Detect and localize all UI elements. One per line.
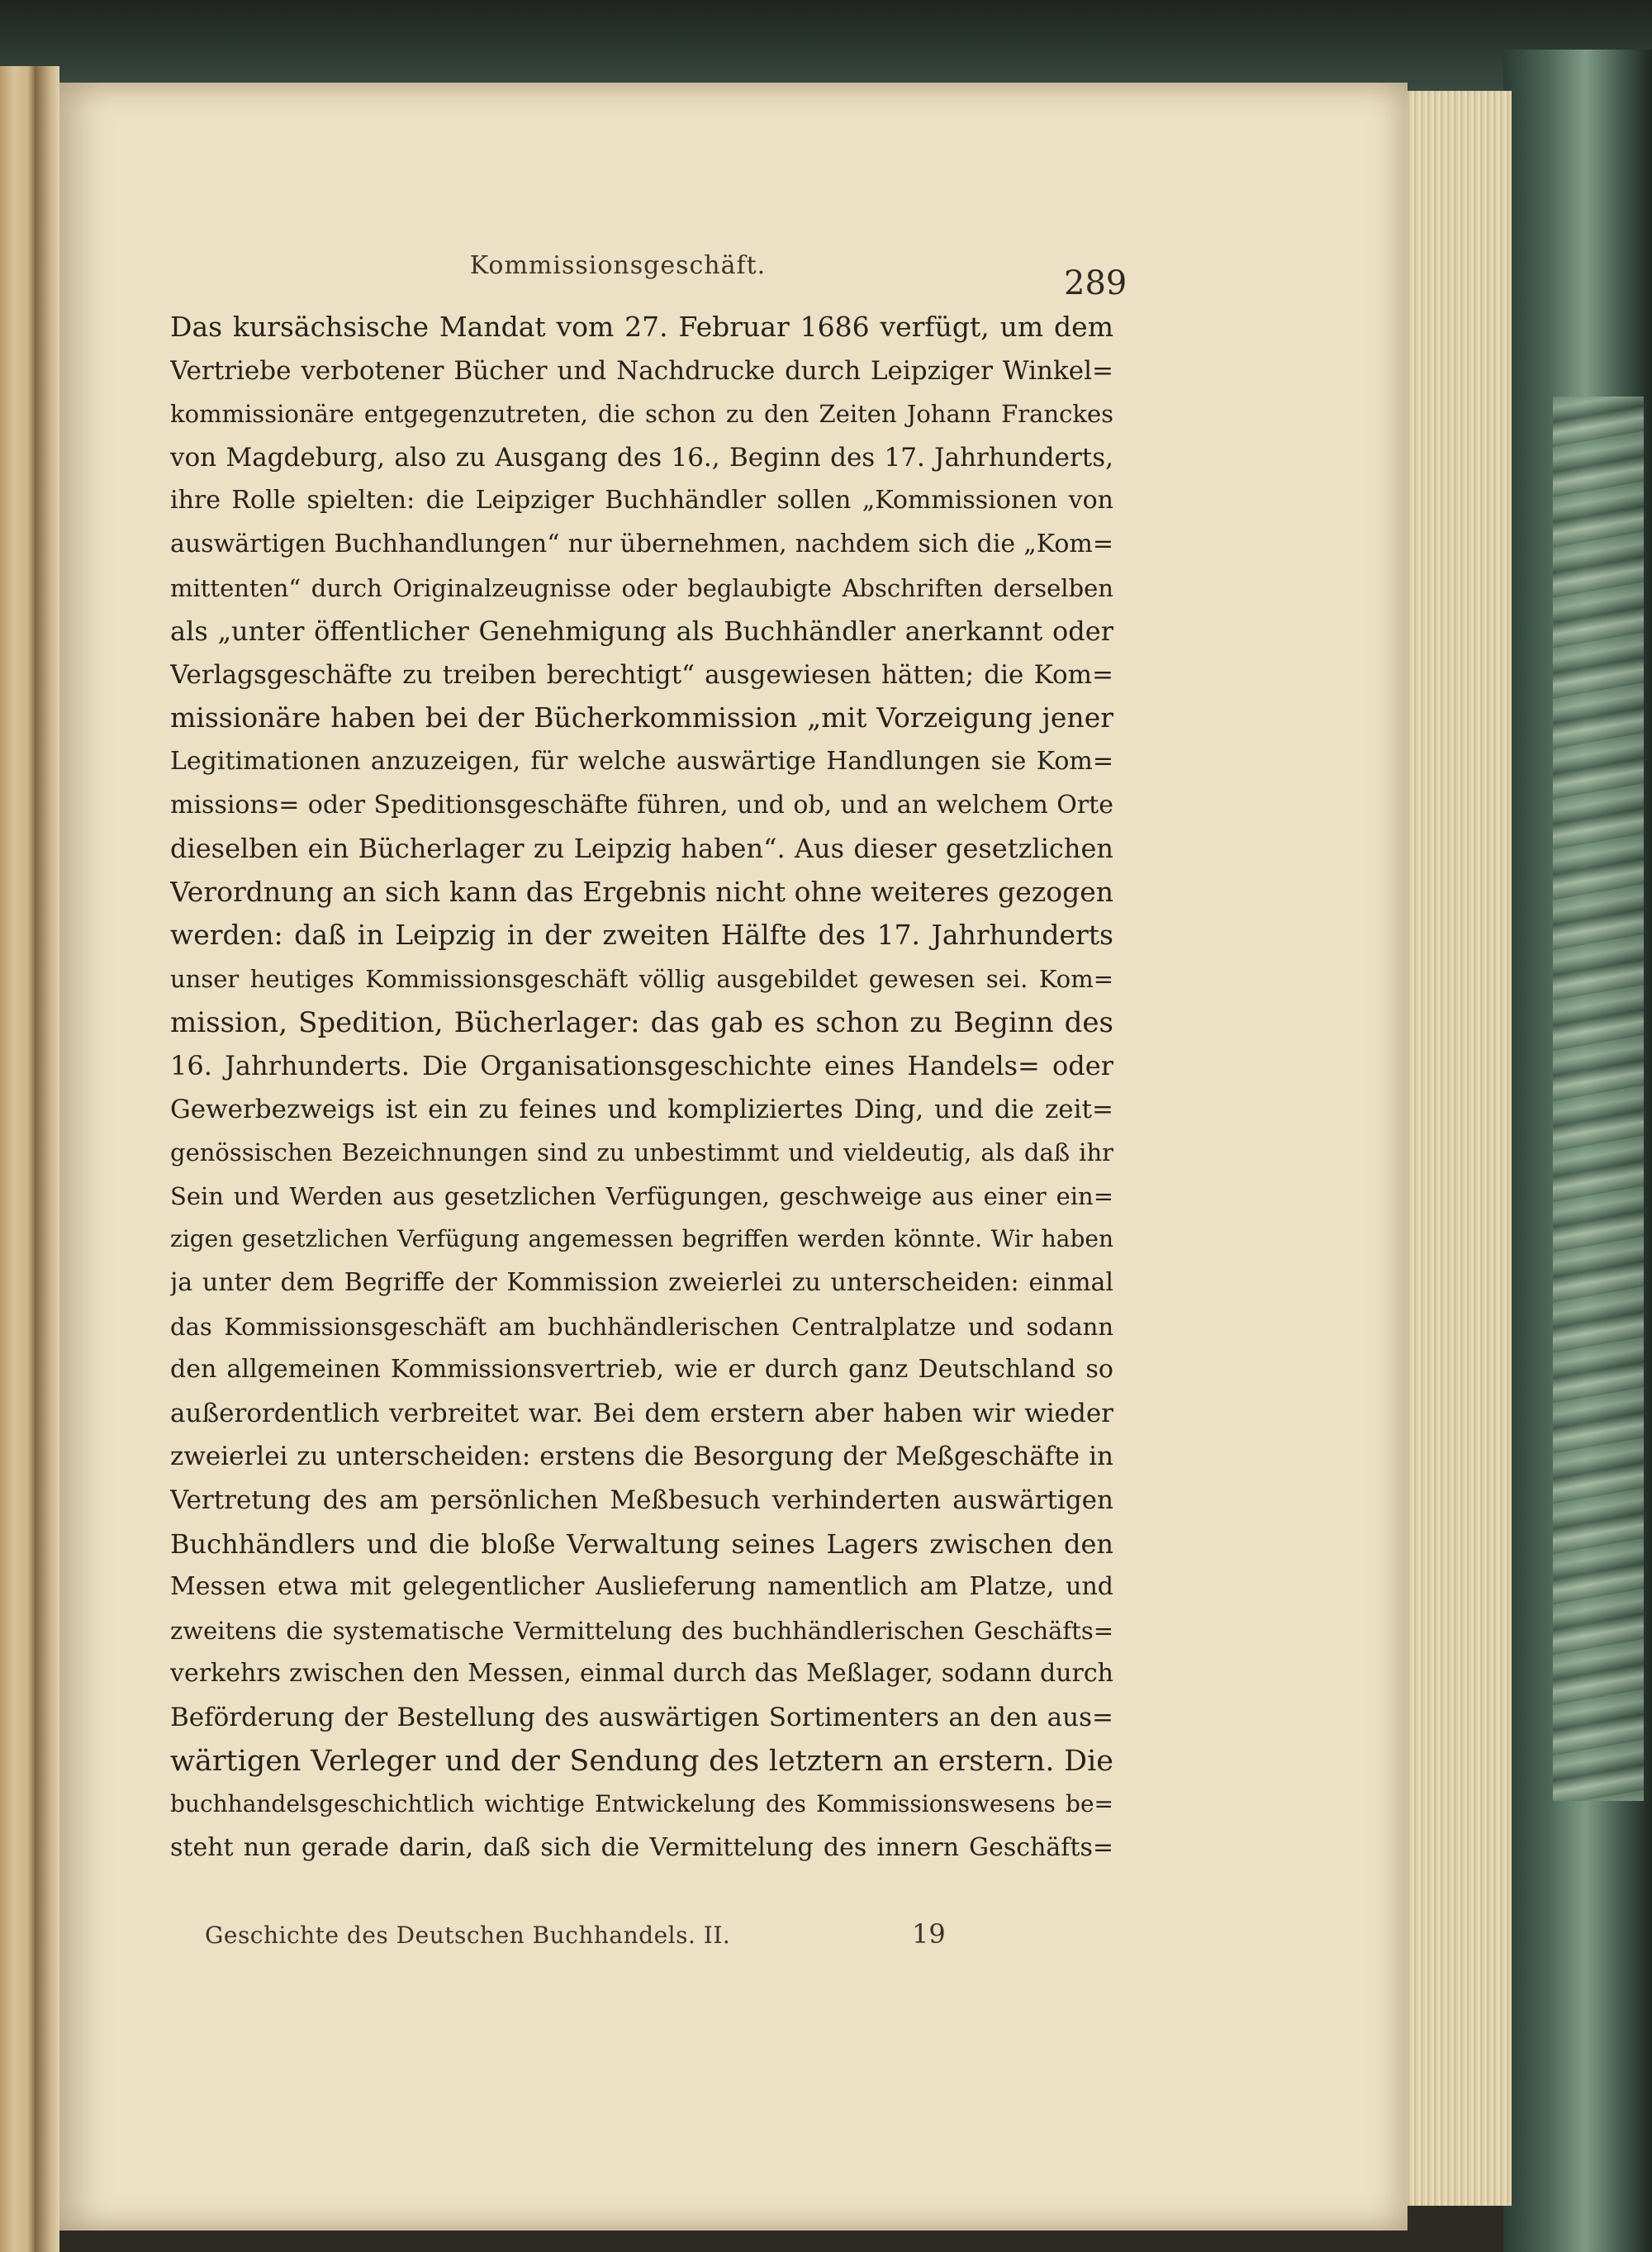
text-line: verkehrs zwischen den Messen, einmal durch das Meßlager, sodann durch — [170, 1659, 1113, 1689]
text-line: steht nun gerade darin, daß sich die Vermittelung des innern Geschäfts= — [170, 1832, 1113, 1862]
body-text — [170, 306, 1113, 1870]
page-edges-stack — [1404, 91, 1512, 2206]
text-line: kommissionäre entgegenzutreten, die schon zu den Zeiten Johann Franckes — [170, 400, 1113, 429]
book-cover-top — [0, 0, 1652, 91]
text-line: buchhandelsgeschichtlich wichtige Entwickelung des Kommissionswesens be= — [170, 1790, 1113, 1818]
running-title: Kommissionsgeschäft. — [469, 251, 767, 280]
text-line: Beförderung der Bestellung des auswärtigen Sortimenters an den aus= — [170, 1703, 1113, 1732]
text-line: zweierlei zu unterscheiden: erstens die Besorgung der Meßgeschäfte in — [170, 1442, 1113, 1472]
text-line: unser heutiges Kommissionsgeschäft völlig ausgebildet gewesen sei. Kom= — [170, 964, 1113, 993]
text-line: außerordentlich verbreitet war. Bei dem erstern aber haben wir wieder — [170, 1398, 1113, 1428]
text-line: Sein und Werden aus gesetzlichen Verfügungen, geschweige aus einer ein= — [170, 1181, 1113, 1210]
book-gutter — [35, 66, 59, 2252]
text-line: Verordnung an sich kann das Ergebnis nicht ohne weiteres gezogen — [170, 875, 1113, 908]
text-line: missionäre haben bei der Bücherkommission „mit Vorzeigung jener — [170, 701, 1113, 734]
text-line: wärtigen Verleger und der Sendung des letztern an erstern. Die — [170, 1744, 1113, 1778]
text-line: Verlagsgeschäfte zu treiben berechtigt“ ausgewiesen hätten; die Kom= — [170, 659, 1113, 690]
text-line: missions= oder Speditionsgeschäfte führen, und ob, und an welchem Orte — [170, 790, 1113, 820]
text-line: Vertretung des am persönlichen Meßbesuch verhinderten auswärtigen — [170, 1485, 1113, 1516]
left-page-edge — [0, 66, 35, 2252]
text-line: ihre Rolle spielten: die Leipziger Buchhändler sollen „Kommissionen von — [170, 486, 1113, 515]
text-line: das Kommissionsgeschäft am buchhändlerischen Centralplatze und sodann — [170, 1312, 1113, 1341]
marbled-endpaper — [1553, 397, 1644, 1801]
text-line: Vertriebe verbotener Bücher und Nachdrucke durch Leipziger Winkel= — [170, 355, 1113, 386]
text-line: mittenten“ durch Originalzeugnisse oder beglaubigte Abschriften derselben — [170, 573, 1113, 602]
text-line: Buchhändlers und die bloße Verwaltung seines Lagers zwischen den — [170, 1527, 1113, 1560]
text-line: ja unter dem Begriffe der Kommission zweierlei zu unterscheiden: einmal — [170, 1268, 1113, 1298]
text-line: Legitimationen anzuzeigen, für welche auswärtige Handlungen sie Kom= — [170, 746, 1113, 776]
text-line: als „unter öffentlicher Genehmigung als Buchhändler anerkannt oder — [170, 615, 1113, 648]
text-line: zigen gesetzlichen Verfügung angemessen begriffen werden könnte. Wir haben — [170, 1225, 1113, 1253]
text-line: dieselben ein Bücherlager zu Leipzig haben“. Aus dieser gesetzlichen — [170, 833, 1113, 865]
text-line: mission, Spedition, Bücherlager: das gab es schon zu Beginn des — [170, 1005, 1113, 1039]
page-number: 289 — [1064, 264, 1127, 302]
text-line: auswärtigen Buchhandlungen“ nur übernehmen, nachdem sich die „Kom= — [170, 529, 1113, 558]
text-line: von Magdeburg, also zu Ausgang des 16., Beginn des 17. Jahrhunderts, — [170, 442, 1113, 473]
text-line: Das kursächsische Mandat vom 27. Februar 1686 verfügt, um dem — [170, 311, 1113, 343]
text-line: genössischen Bezeichnungen sind zu unbestimmt und vieldeutig, als daß ihr — [170, 1138, 1113, 1167]
footer-signature-mark: 19 — [912, 1918, 946, 1950]
text-line: werden: daß in Leipzig in der zweiten Hälfte des 17. Jahrhunderts — [170, 919, 1113, 952]
footer-book-title: Geschichte des Deutschen Buchhandels. II. — [205, 1922, 731, 1949]
text-line: zweitens die systematische Vermittelung des buchhändlerischen Geschäfts= — [170, 1616, 1113, 1645]
text-line: Messen etwa mit gelegentlicher Auslieferung namentlich am Platze, und — [170, 1572, 1113, 1602]
text-line: den allgemeinen Kommissionsvertrieb, wie er durch ganz Deutschland so — [170, 1355, 1113, 1385]
text-line: Gewerbezweigs ist ein zu feines und kompliziertes Ding, und die zeit= — [170, 1094, 1113, 1124]
text-line: 16. Jahrhunderts. Die Organisationsgeschichte eines Handels= oder — [170, 1050, 1113, 1082]
